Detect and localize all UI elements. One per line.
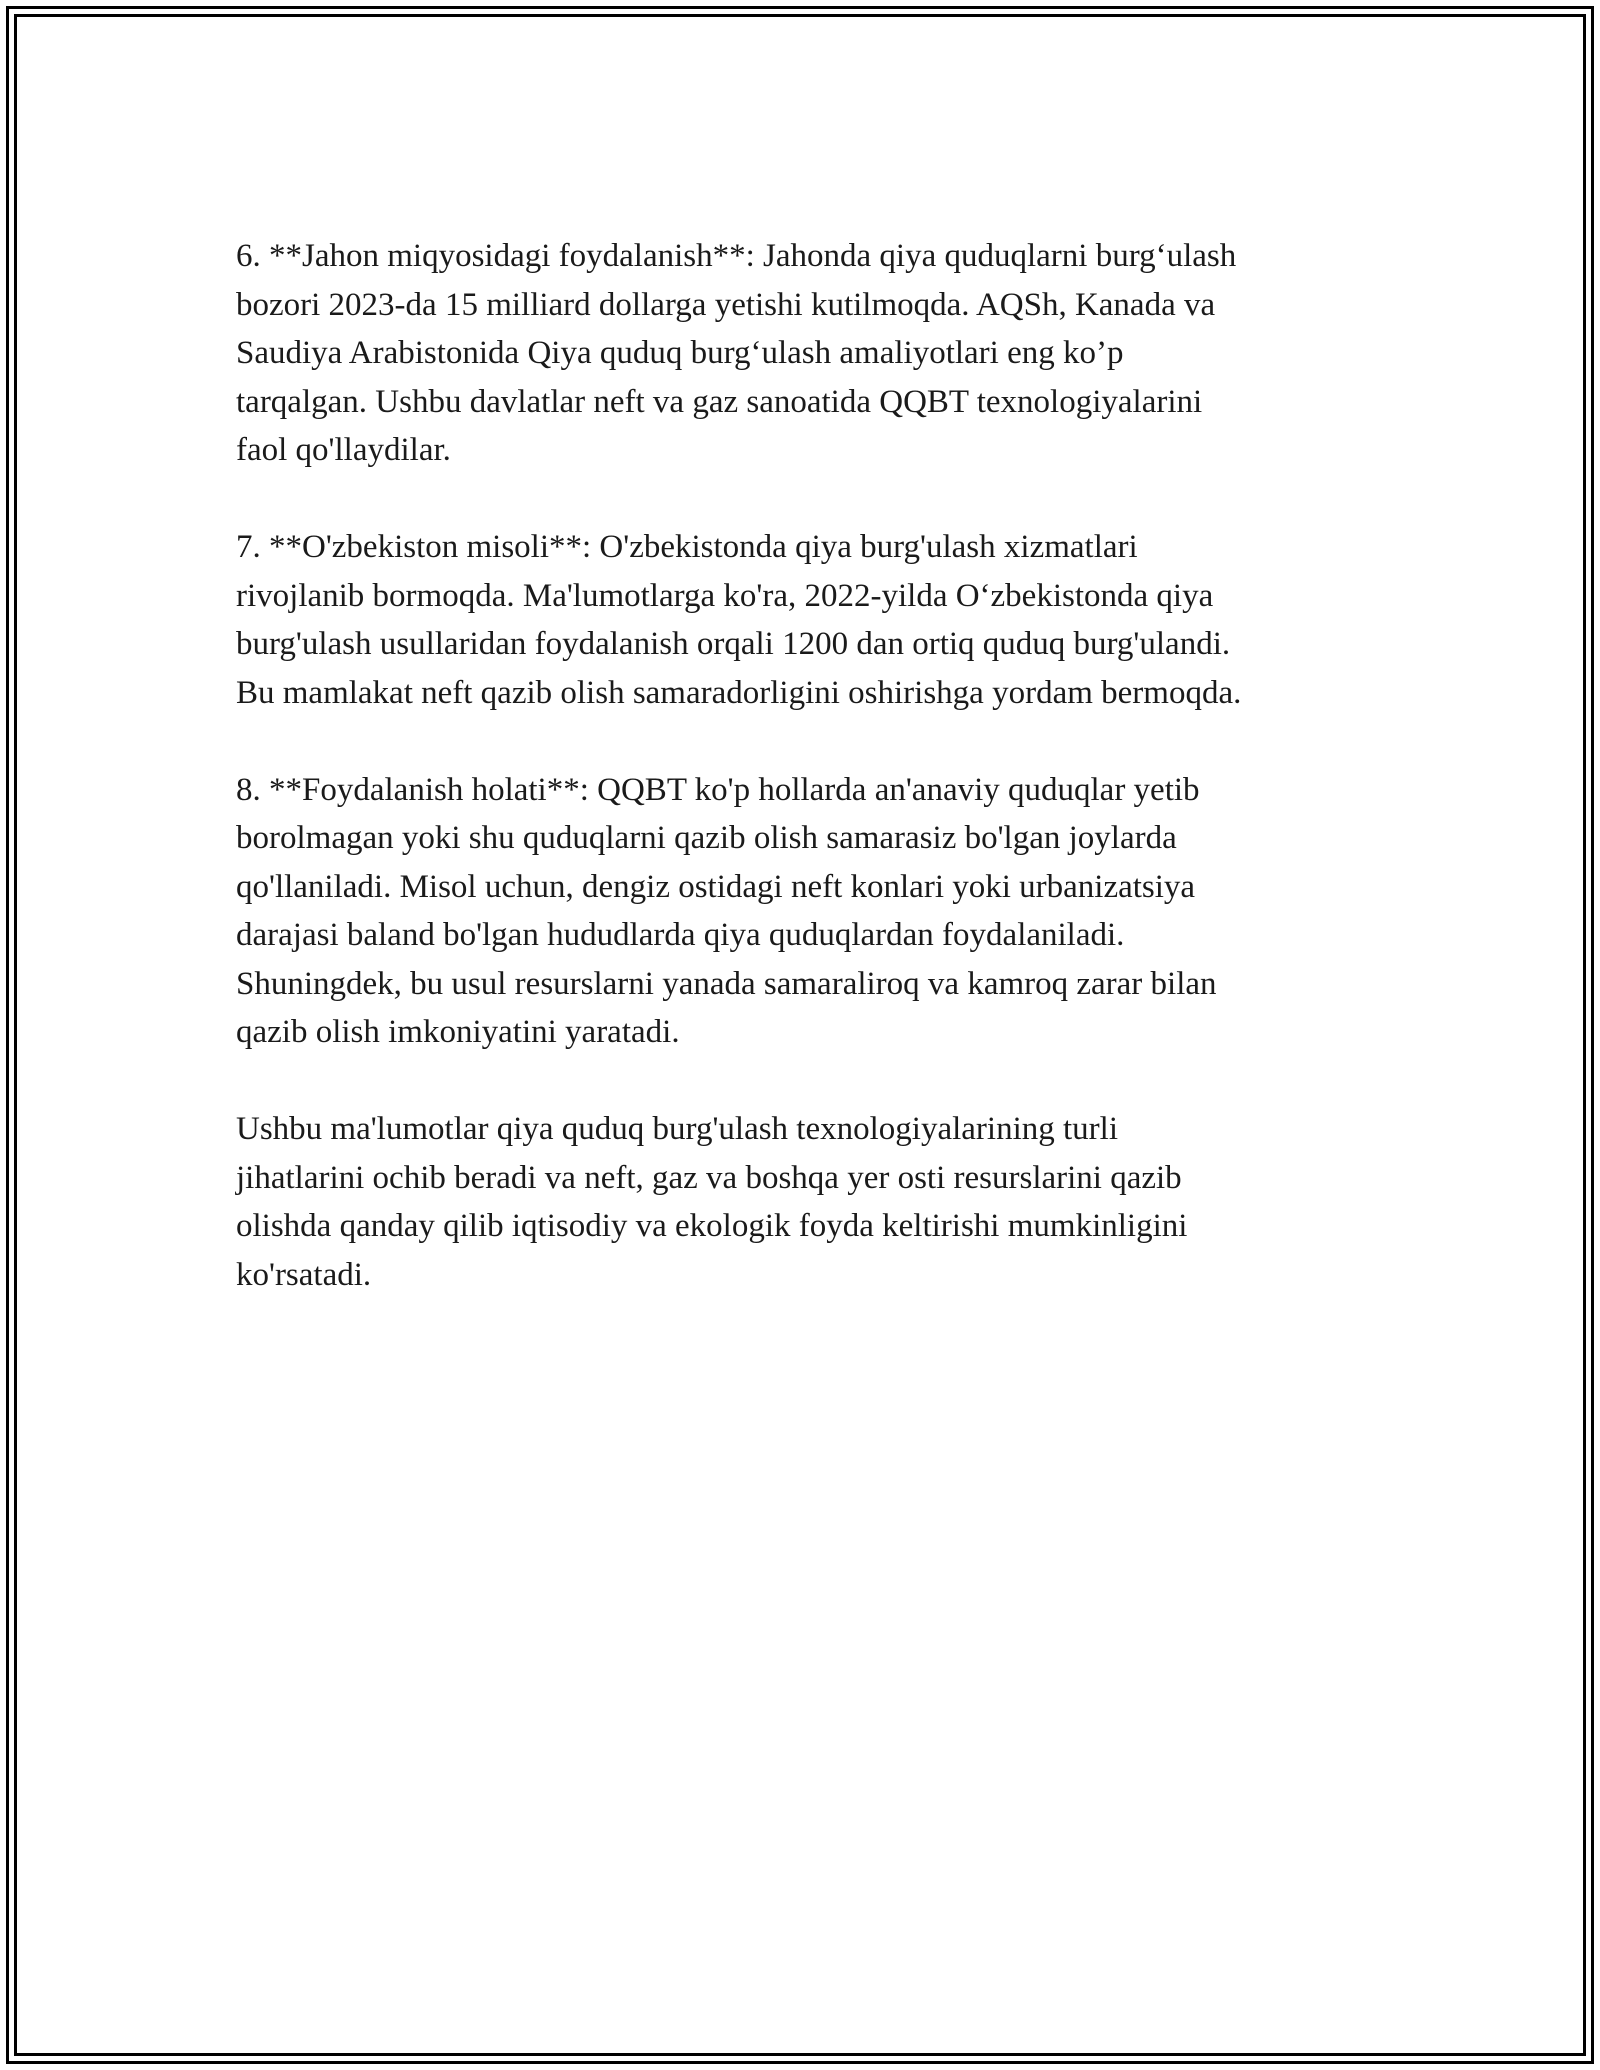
paragraph-conclusion: Ushbu ma'lumotlar qiya quduq burg'ulash texnologiyalarining turli jihatlarini ochib beradi va neft, gaz va boshqa yer osti resurslarini qazib olishda qanday qilib iqtisodiy va ekologik foyda keltirishi mumkinligini ko'rsatadi. — [236, 1111, 1188, 1293]
paragraph-8-usage-status: 8. **Foydalanish holati**: QQBT ko'p hollarda an'anaviy quduqlar yetib borolmagan yoki shu quduqlarni qazib olish samarasiz bo'lgan joylarda qo'llaniladi. Misol uchun, dengiz ostidagi neft konlari yoki urbanizatsiya darajasi baland bo'lgan hududlarda qiya quduqlardan foydalaniladi. Shuningdek, bu usul resurslarni yanada samaraliroq va kamroq zarar bilan qazib olish imkoniyatini yaratadi. — [236, 771, 1217, 1050]
paragraph-6-global-usage: 6. **Jahon miqyosidagi foydalanish**: Jahonda qiya quduqlarni burg‘ulash bozori 2023-da 15 milliard dollarga yetishi kutilmoqda. AQSh, Kanada va Saudiya Arabistonida Qiya quduq burg‘ulash amaliyotlari eng ko’p tarqalgan. Ushbu davlatlar neft va gaz sanoatida QQBT texnologiyalarini faol qo'llaydilar. — [236, 238, 1237, 468]
document-body — [236, 232, 1366, 1299]
paragraph-7-uzbekistan-example: 7. **O'zbekiston misoli**: O'zbekistonda qiya burg'ulash xizmatlari rivojlanib bormoqda. Ma'lumotlarga ko'ra, 2022-yilda O‘zbekistonda qiya burg'ulash usullaridan foydalanish orqali 1200 dan ortiq quduq burg'ulandi. Bu mamlakat neft qazib olish samaradorligini oshirishga yordam bermoqda. — [236, 529, 1242, 711]
